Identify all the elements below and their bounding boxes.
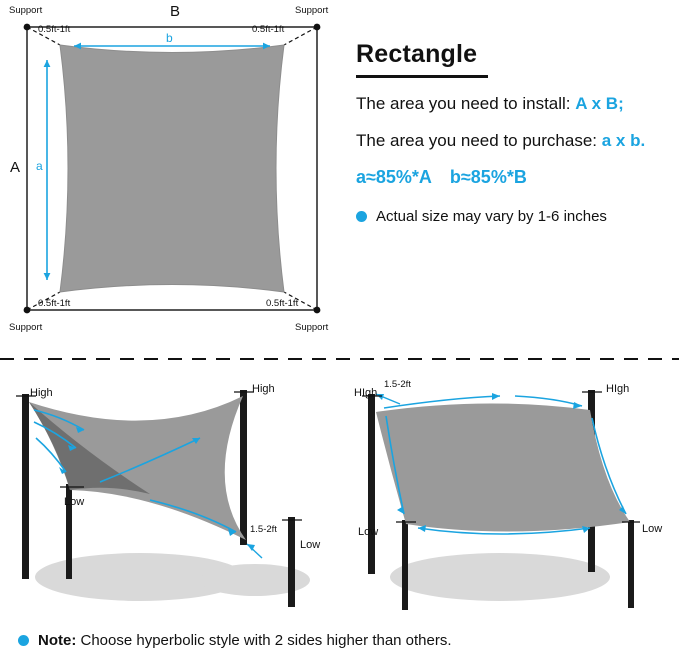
install-area-value: A x B; — [575, 94, 624, 113]
tie-line-top-right — [284, 27, 317, 45]
label-high-right: HIgh — [606, 383, 630, 395]
support-label-bottom-left: Support — [9, 322, 43, 333]
label-inner-a: a — [36, 159, 43, 173]
support-label-top-right: Support — [295, 5, 329, 16]
arrow-top-right-head — [573, 402, 582, 409]
pole-left-high — [22, 394, 29, 579]
install-area-line — [356, 94, 672, 114]
pole-left-low — [402, 520, 408, 610]
label-high-right: High — [252, 383, 275, 395]
note-bullet-dot-icon — [18, 635, 29, 646]
pole-left-high — [368, 394, 375, 574]
gap-label-top-left: 0.5ft-1ft — [38, 24, 71, 35]
formula-a: a≈85%*A — [356, 167, 432, 188]
label-side-A: A — [10, 159, 21, 176]
ground-shadow — [390, 553, 610, 601]
support-label-top-left: Support — [9, 5, 43, 16]
note-label: Note: — [38, 632, 77, 649]
hyperbolic-sail-shape — [29, 396, 246, 540]
rectangle-diagram — [0, 0, 345, 350]
rectangle-sail-diagram — [340, 372, 679, 622]
arrow-a-top — [44, 60, 51, 67]
install-area-prefix: The area you need to install: — [356, 94, 576, 113]
label-low-right: Low — [642, 523, 663, 535]
label-low-left: Low — [64, 496, 85, 508]
sail-shape — [60, 45, 284, 292]
gap-label-bottom-right: 0.5ft-1ft — [266, 298, 299, 309]
pole-right-low — [628, 520, 634, 608]
label-inner-b: b — [166, 31, 173, 45]
purchase-area-value: a x b. — [601, 130, 646, 150]
footer-note — [18, 632, 452, 649]
formula-line — [356, 167, 672, 188]
arrow-a-bottom — [44, 273, 51, 280]
purchase-area-prefix: The area you need to purchase: — [356, 130, 602, 150]
hyperbolic-sail-diagram — [0, 372, 340, 622]
label-side-B: B — [170, 3, 181, 20]
label-drop-distance: 1.5-2ft — [384, 379, 411, 390]
label-low-right: Low — [300, 539, 321, 551]
support-label-bottom-right: Support — [295, 322, 329, 333]
label-low-left: Low — [358, 526, 379, 538]
bullet-dot-icon — [356, 211, 367, 222]
tolerance-bullet-text: Actual size may vary by 1-6 inches — [376, 208, 607, 226]
label-high-left: High — [30, 387, 53, 399]
label-high-left: HIgh — [354, 387, 378, 399]
panel-title: Rectangle — [356, 40, 478, 68]
hyperbolic-sail-svg — [0, 372, 340, 622]
note-body: Choose hyperbolic style with 2 sides higher than others. — [76, 632, 452, 649]
gap-label-bottom-left: 0.5ft-1ft — [38, 298, 71, 309]
tolerance-bullet-row — [356, 208, 672, 225]
rectangle-sail-svg — [340, 372, 679, 622]
gap-label-top-right: 0.5ft-1ft — [252, 24, 285, 35]
note-text — [38, 632, 452, 649]
purchase-area-line — [356, 131, 672, 151]
label-drop-distance: 1.5-2ft — [250, 524, 277, 535]
title-underline — [356, 75, 488, 78]
pole-right-low — [288, 517, 295, 607]
arrow-top-left-head — [492, 393, 500, 400]
formula-b: b≈85%*B — [449, 167, 527, 188]
rect-sail-shape — [376, 403, 630, 531]
pole-right-high — [240, 390, 247, 545]
info-text-panel — [356, 40, 672, 225]
section-divider — [0, 358, 679, 360]
